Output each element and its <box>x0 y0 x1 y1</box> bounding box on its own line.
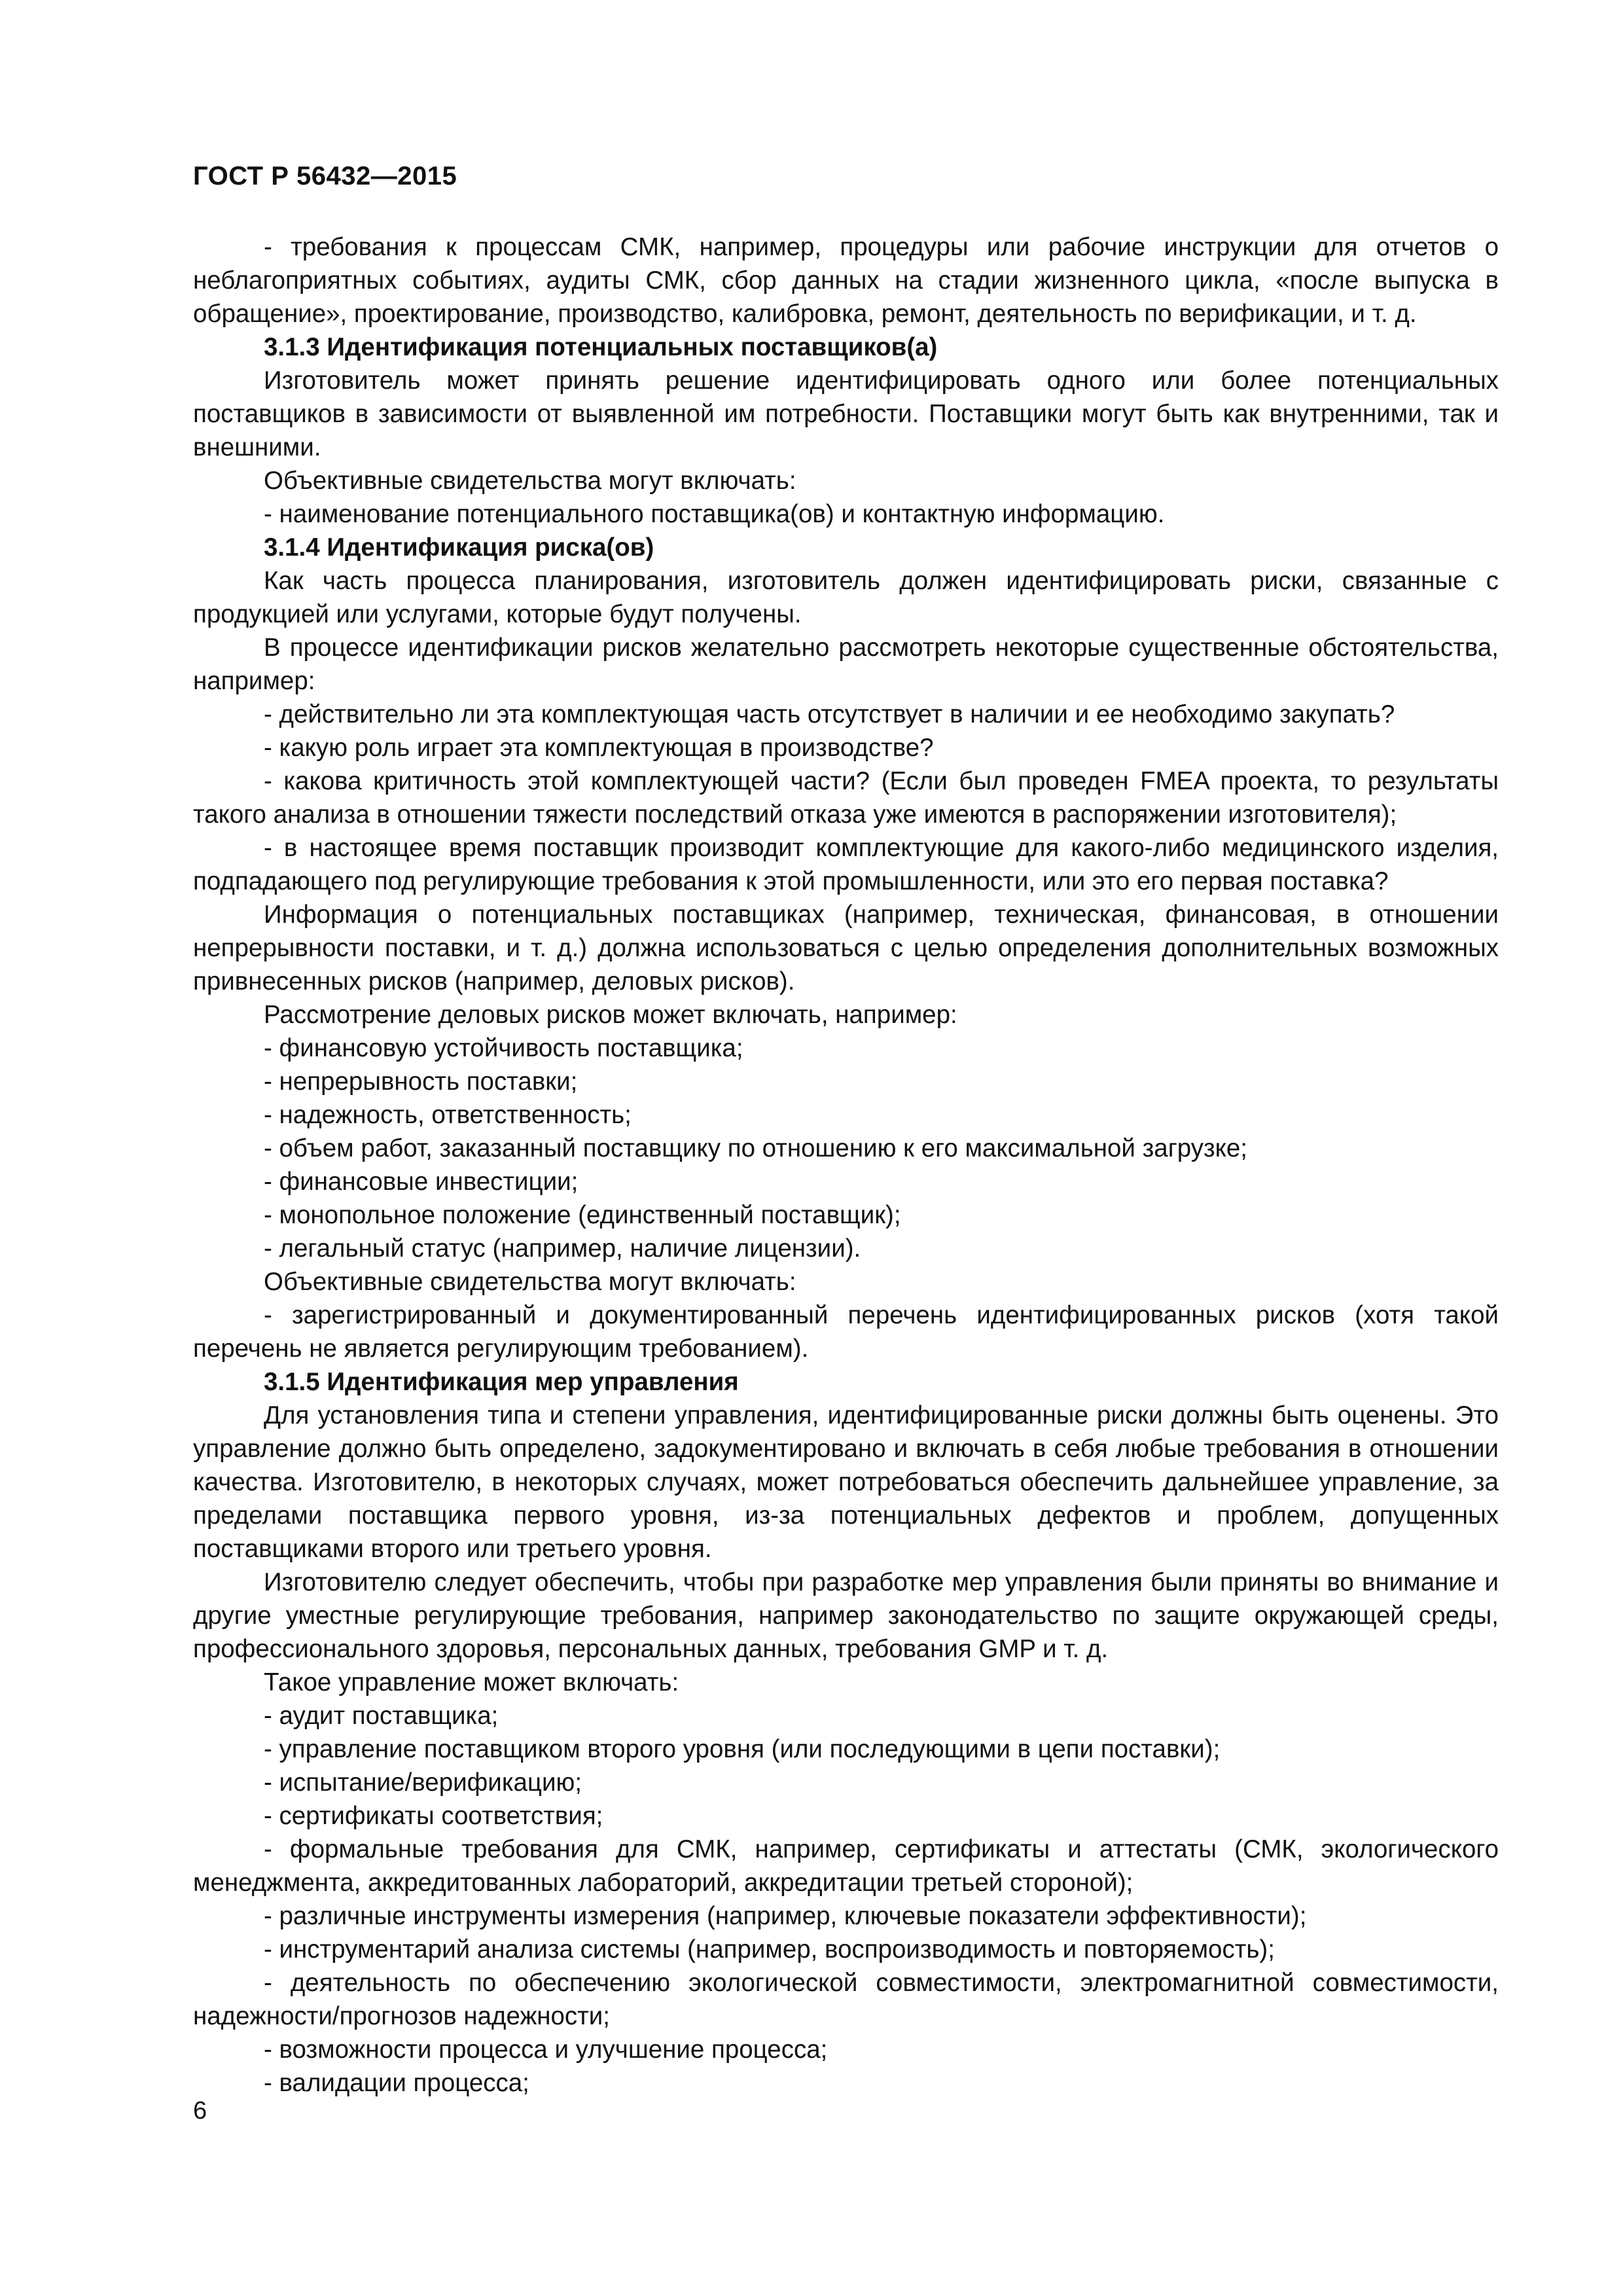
list-item: - валидации процесса; <box>264 2069 529 2097</box>
list-item: - испытание/верификацию; <box>264 1768 582 1797</box>
list-item: - возможности процесса и улучшение процесса; <box>264 2036 828 2064</box>
paragraph: Объективные свидетельства могут включать: <box>264 1268 796 1296</box>
list-item: - в настоящее время поставщик производит комплектующие для какого-либо медицинского изделия, подпадающего под регулирующие требования к этой промышленности, или это его первая поставка? <box>193 834 1499 895</box>
list-item: - финансовую устойчивость поставщика; <box>264 1034 743 1062</box>
paragraph: Такое управление может включать: <box>264 1668 679 1696</box>
list-item: - управление поставщиком второго уровня (или последующими в цепи поставки); <box>264 1735 1221 1763</box>
section-heading-3-1-4: 3.1.4 Идентификация риска(ов) <box>264 533 654 562</box>
list-item: - объем работ, заказанный поставщику по отношению к его максимальной загрузке; <box>264 1134 1248 1162</box>
list-item: - непрерывность поставки; <box>264 1067 578 1096</box>
list-item: - деятельность по обеспечению экологической совместимости, электромагнитной совместимости, надежности/прогнозов надежности; <box>193 1969 1499 2030</box>
list-item: - инструментарий анализа системы (например, воспроизводимость и повторяемость); <box>264 1935 1275 1964</box>
paragraph: В процессе идентификации рисков желательно рассмотреть некоторые существенные обстоятельства, например: <box>193 634 1499 695</box>
paragraph: Рассмотрение деловых рисков может включать, например: <box>264 1001 957 1029</box>
paragraph: - требования к процессам СМК, например, процедуры или рабочие инструкции для отчетов о неблагоприятных событиях, аудиты СМК, сбор данных на стадии жизненного цикла, «после выпуска в обращение», проектирование, производство, калибровка, ремонт, деятельность по верификации, и т. д. <box>193 233 1499 328</box>
list-item: - сертификаты соответствия; <box>264 1802 603 1830</box>
paragraph: Изготовителю следует обеспечить, чтобы при разработке мер управления были приняты во внимание и другие уместные регулирующие требования, например законодательство по защите окружающей среды, профессионального здоровья, персональных данных, требования GMP и т. д. <box>193 1568 1499 1663</box>
list-item: - различные инструменты измерения (например, ключевые показатели эффективности); <box>264 1902 1307 1930</box>
paragraph: Для установления типа и степени управления, идентифицированные риски должны быть оценены. Это управление должно быть определено, задокументировано и включать в себя любые требования в отношении качества. Изготовителю, в некоторых случаях, может потребоваться обеспечить дальнейшее управление, за пределами поставщика первого уровня, из-за потенциальных дефектов и проблем, допущенных поставщиками второго или третьего уровня. <box>193 1401 1499 1563</box>
list-item: - легальный статус (например, наличие лицензии). <box>264 1234 861 1263</box>
paragraph: Как часть процесса планирования, изготовитель должен идентифицировать риски, связанные с продукцией или услугами, которые будут получены. <box>193 567 1499 628</box>
list-item: - аудит поставщика; <box>264 1702 499 1730</box>
paragraph: Информация о потенциальных поставщиках (например, техническая, финансовая, в отношении непрерывности поставки, и т. д.) должна использоваться с целью определения дополнительных возможных привнесенных рисков (например, деловых рисков). <box>193 901 1499 996</box>
list-item: - какова критичность этой комплектующей части? (Если был проведен FMEA проекта, то результаты такого анализа в отношении тяжести последствий отказа уже имеются в распоряжении изготовителя); <box>193 767 1499 829</box>
document-header: ГОСТ Р 56432—2015 <box>193 162 457 190</box>
list-item: - формальные требования для СМК, например, сертификаты и аттестаты (СМК, экологического менеджмента, аккредитованных лабораторий, аккредитации третьей стороной); <box>193 1835 1499 1897</box>
document-body <box>193 230 1499 2100</box>
paragraph: Изготовитель может принять решение идентифицировать одного или более потенциальных поставщиков в зависимости от выявленной им потребности. Поставщики могут быть как внутренними, так и внешними. <box>193 367 1499 461</box>
list-item: - действительно ли эта комплектующая часть отсутствует в наличии и ее необходимо закупать? <box>264 700 1395 728</box>
list-item: - наименование потенциального поставщика(ов) и контактную информацию. <box>264 500 1165 528</box>
paragraph: Объективные свидетельства могут включать: <box>264 467 796 495</box>
section-heading-3-1-3: 3.1.3 Идентификация потенциальных поставщиков(а) <box>264 333 938 361</box>
list-item: - какую роль играет эта комплектующая в производстве? <box>264 734 934 762</box>
list-item: - зарегистрированный и документированный перечень идентифицированных рисков (хотя такой перечень не является регулирующим требованием). <box>193 1301 1499 1363</box>
section-heading-3-1-5: 3.1.5 Идентификация мер управления <box>264 1368 739 1396</box>
list-item: - надежность, ответственность; <box>264 1101 632 1129</box>
list-item: - монопольное положение (единственный поставщик); <box>264 1201 901 1229</box>
page-number: 6 <box>193 2097 207 2125</box>
list-item: - финансовые инвестиции; <box>264 1168 579 1196</box>
